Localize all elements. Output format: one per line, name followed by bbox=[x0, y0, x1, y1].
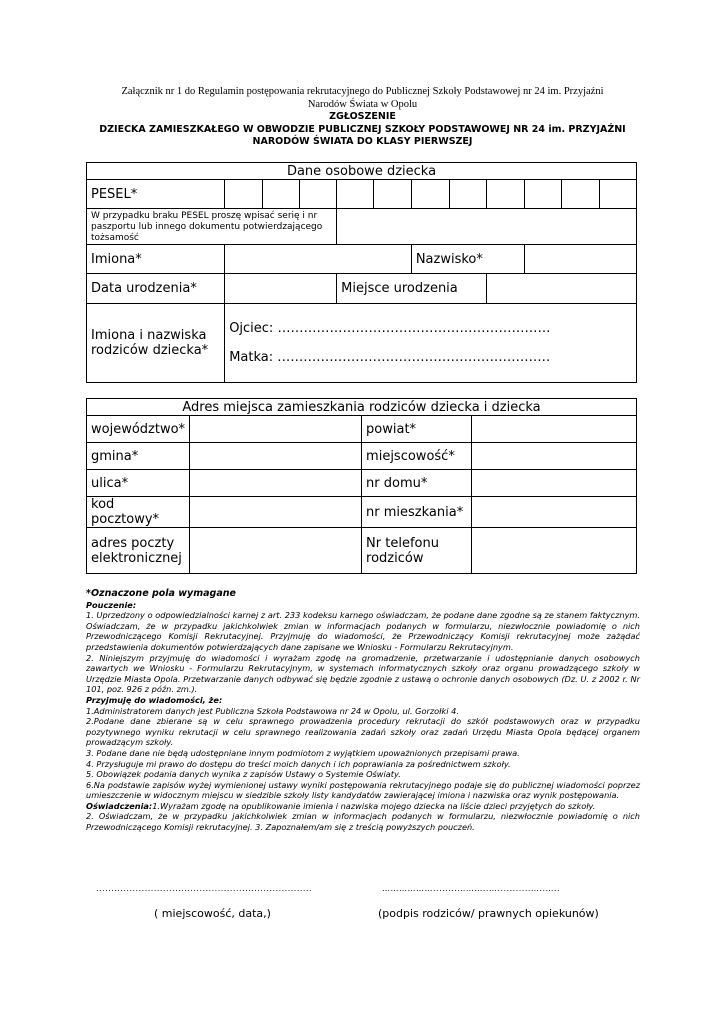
signature-caption: (podpis rodziców/ prawnych opiekunów) bbox=[378, 907, 599, 920]
apartment-number-label: nr mieszkania* bbox=[362, 497, 472, 528]
district-label: powiat* bbox=[362, 416, 472, 443]
birth-date-label: Data urodzenia* bbox=[87, 274, 225, 304]
required-fields-note: *Oznaczone pola wymagane bbox=[86, 588, 236, 599]
acknowledgement-item-5: 5. Obowiązek podania danych wynika z zapisów Ustawy o Systemie Oświaty. bbox=[86, 769, 401, 780]
place-date-dotted-line[interactable]: ....................................................................... bbox=[96, 884, 313, 893]
instruction-heading: Pouczenie: bbox=[86, 599, 137, 610]
locality-field[interactable] bbox=[471, 443, 636, 470]
declaration-text-1: 1.Wyrażam zgodę na opublikowanie imienia i nazwiska mojego dziecka na liście dzieci przyjętych do szkoły. bbox=[152, 800, 596, 811]
street-field[interactable] bbox=[190, 470, 362, 497]
instruction-paragraph-1: 1. Uprzedzony o odpowiedzialności karnej z art. 233 kodeksu karnego oświadczam, że podane dane zgodne są ze stanem faktycznym. Oświadczam, że w przypadku jakichkolwiek zmian w informacjach podanych w formularzu, niezwłocznie powiadomię o nich Przewodniczącego Komisji Rekrutacyjnej. Przyjmuję do wiadomości, że Przewodniczący Komisji rekrutacyjnej może zażądać przedstawienia dokumentów potwierdzających dane zapisane we Wniosku - Formularzu Rekrutacyjnym. bbox=[86, 610, 640, 652]
email-label bbox=[87, 528, 190, 574]
acknowledgement-item-6: 6.Na podstawie zapisów wyżej wymienionej ustawy wyniki postępowania rekrutacyjnego podaje się do publicznej wiadomości poprzez umieszczenie w widocznym miejscu w siedzibie szkoły listy kandydatów zawierającej imiona i nazwiska oraz wynik postępowania. bbox=[86, 779, 640, 801]
declaration-text-2: 2. Oświadczam, że w przypadku jakichkolwiek zmian w informacjach podanych w formularzu, niezwłocznie powiadomię o nich Przewodniczącego Komisji rekrutacyjnej. 3. Zapoznałem/am się z treścią powyższych pouczeń. bbox=[86, 811, 640, 833]
phone-label bbox=[362, 528, 472, 574]
street-label: ulica* bbox=[87, 470, 190, 497]
acknowledgement-item-1: 1.Administratorem danych jest Publiczna Szkoła Podstawowa nr 24 w Opolu, ul. Gorzołki 4. bbox=[86, 705, 459, 716]
parents-names-label bbox=[87, 304, 225, 383]
birth-place-label: Miejsce urodzenia bbox=[337, 274, 487, 304]
house-number-label: nr domu* bbox=[362, 470, 472, 497]
email-label-line-2: elektronicznej bbox=[91, 550, 182, 566]
pesel-digit-box[interactable] bbox=[299, 180, 336, 209]
parents-names-label-line-1: Imiona i nazwiska bbox=[91, 328, 207, 343]
acknowledgement-item-4: 4. Przysługuje mi prawo do dostępu do treści moich danych i ich poprawiania za pośrednictwem szkoły. bbox=[86, 758, 511, 769]
annex-line-2: Narodów Świata w Opolu bbox=[307, 99, 418, 110]
surname-field[interactable] bbox=[524, 245, 636, 274]
pesel-digit-box[interactable] bbox=[524, 180, 561, 209]
pesel-digit-box[interactable] bbox=[374, 180, 411, 209]
signature-dotted-line[interactable]: ………………........………..…...........…..….. bbox=[382, 884, 561, 893]
pesel-digit-box[interactable] bbox=[225, 180, 262, 209]
pesel-digit-box[interactable] bbox=[487, 180, 525, 209]
legal-notes bbox=[86, 589, 640, 833]
pesel-digit-box[interactable] bbox=[337, 180, 374, 209]
locality-label: miejscowość* bbox=[362, 443, 472, 470]
commune-label: gmina* bbox=[87, 443, 190, 470]
pesel-label: PESEL* bbox=[87, 180, 225, 209]
phone-field[interactable] bbox=[471, 528, 636, 574]
form-subtitle-2: NARODÓW ŚWIATA DO KLASY PIERWSZEJ bbox=[252, 136, 473, 147]
acknowledgement-item-2: 2.Podane dane zbierane są w celu sprawnego prowadzenia procedury rekrutacji do szkół podstawowych oraz w przypadku pozytywnego wyniku rekrutacji w celu sprawnego realizowania zadań szkoły oraz zadań Urzędu Miasta Opola będącej organem prowadzącym szkoły. bbox=[86, 716, 640, 748]
form-title: ZGŁOSZENIE bbox=[329, 111, 396, 122]
pesel-digit-box[interactable] bbox=[262, 180, 299, 209]
voivodeship-label: województwo* bbox=[87, 416, 190, 443]
form-subtitle-1: DZIECKA ZAMIESZKAŁEGO W OBWODZIE PUBLICZNEJ SZKOŁY PODSTAWOWEJ NR 24 im. PRZYJAŹNI bbox=[99, 124, 626, 135]
pesel-digit-box[interactable] bbox=[599, 180, 636, 209]
apartment-number-field[interactable] bbox=[471, 497, 636, 528]
father-line: Ojciec: ……………………………………………………… bbox=[229, 321, 551, 336]
address-table bbox=[86, 398, 637, 574]
email-field[interactable] bbox=[190, 528, 362, 574]
phone-label-line-2: rodziców bbox=[366, 550, 424, 566]
parents-names-field[interactable] bbox=[225, 304, 637, 383]
passport-field[interactable] bbox=[337, 209, 637, 245]
no-pesel-label: W przypadku braku PESEL proszę wpisać serię i nr paszportu lub innego dokumentu potwierdzającego tożsamość bbox=[87, 209, 337, 245]
birth-date-field[interactable] bbox=[225, 274, 337, 304]
mother-line: Matka: ……………………………………………………… bbox=[229, 350, 551, 365]
place-date-caption: ( miejscowość, data,) bbox=[154, 907, 271, 920]
declarations-label: Oświadczenia: bbox=[86, 800, 153, 811]
pesel-digit-box[interactable] bbox=[562, 180, 599, 209]
email-label-line-1: adres poczty bbox=[91, 535, 175, 551]
personal-data-table bbox=[86, 162, 637, 383]
address-heading: Adres miejsca zamieszkania rodziców dziecka i dziecka bbox=[87, 399, 637, 416]
personal-data-heading: Dane osobowe dziecka bbox=[87, 163, 637, 180]
voivodeship-field[interactable] bbox=[190, 416, 362, 443]
district-field[interactable] bbox=[471, 416, 636, 443]
first-names-field[interactable] bbox=[225, 245, 412, 274]
acknowledgement-heading: Przyjmuję do wiadomości, że: bbox=[86, 694, 223, 705]
acknowledgement-item-3: 3. Podane dane nie będą udostępniane innym podmiotom z wyjątkiem upoważnionych przepisami prawa. bbox=[86, 747, 520, 758]
commune-field[interactable] bbox=[190, 443, 362, 470]
first-names-label: Imiona* bbox=[87, 245, 225, 274]
parents-names-label-line-2: rodziców dziecka* bbox=[91, 343, 209, 358]
postal-code-label: kod pocztowy* bbox=[87, 497, 190, 528]
house-number-field[interactable] bbox=[471, 470, 636, 497]
phone-label-line-1: Nr telefonu bbox=[366, 535, 439, 551]
postal-code-field[interactable] bbox=[190, 497, 362, 528]
surname-label: Nazwisko* bbox=[411, 245, 524, 274]
pesel-digit-box[interactable] bbox=[411, 180, 449, 209]
annex-line-1: Załącznik nr 1 do Regulamin postępowania rekrutacyjnego do Publicznej Szkoły Podstawowej nr 24 im. Przyjaźni bbox=[121, 86, 604, 97]
declarations-item-1 bbox=[86, 801, 640, 812]
instruction-paragraph-2: 2. Niniejszym przyjmuję do wiadomości i wyrażam zgodę na gromadzenie, przetwarzanie i udostępnianie danych osobowych zawartych we Wniosku - Formularzu Rekrutacyjnym, w systemach informatycznych szkoły oraz organu prowadzącego szkoły w Urzędzie Miasta Opola. Przetwarzanie danych odbywać się będzie zgodnie z ustawą o ochronie danych osobowych (Dz. U. z 2002 r. Nr 101, poz. 926 z późn. zm.). bbox=[86, 652, 640, 695]
pesel-digit-box[interactable] bbox=[449, 180, 487, 209]
birth-place-field[interactable] bbox=[487, 274, 637, 304]
